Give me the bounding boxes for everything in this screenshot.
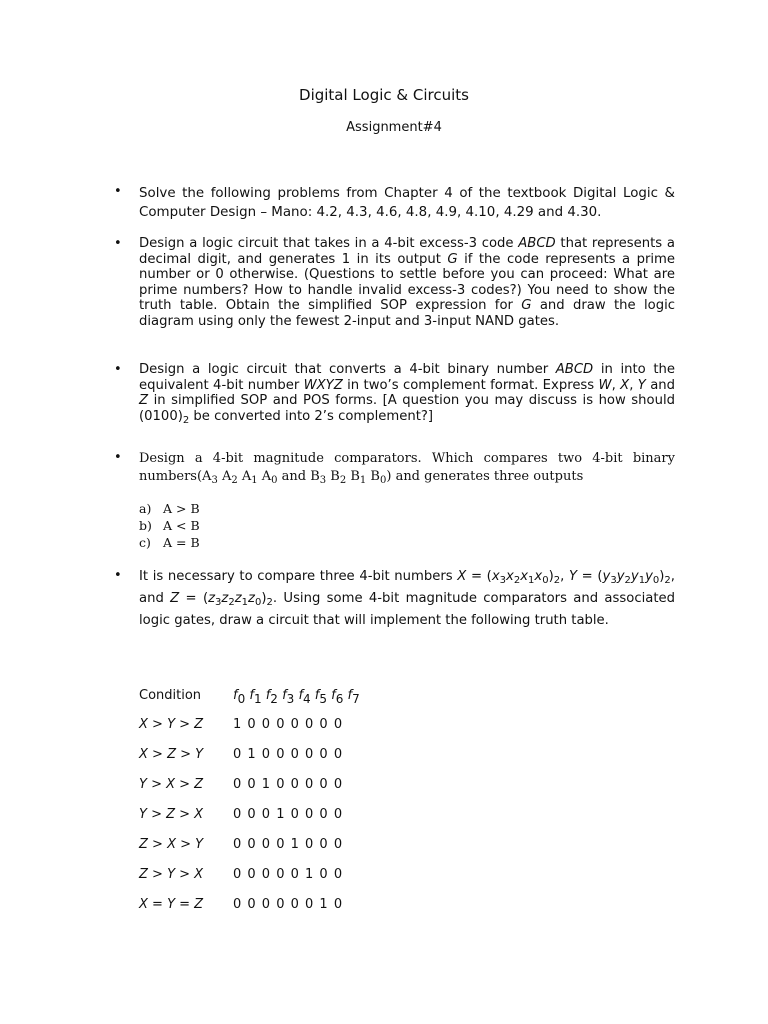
list-item: b) A < B [139, 518, 200, 533]
bullet-4: • [114, 450, 122, 465]
assignment-subtitle: Assignment#4 [346, 120, 442, 135]
bullet-3: • [114, 362, 122, 377]
comparator-outputs-list [139, 500, 200, 551]
item-1-text: Solve the following problems from Chapter 4 of the textbook Digital Logic & Computer Design – Mano: 4.2, 4.3, 4.6, 4.8, 4.9, 4.10, 4.29 and 4.30. [139, 186, 675, 220]
item-4-text: Design a 4-bit magnitude comparators. Which compares two 4-bit binary $numbers(A_3$ $A_2$ $A_1$ $A_0$ and $B_3$ $B_2$ $B_1$ $B_0$) and generates three outputs [139, 451, 675, 486]
condition-header: Condition [139, 688, 202, 703]
bullet-1: • [114, 184, 122, 199]
list-item: a) A > B [139, 501, 200, 516]
document-page: Digital Logic & Circuits Assignment#4 • Solve the following problems from Chapter 4 of the textbook Digital Logic & Computer Design – Mano: 4.2, 4.3, 4.6, 4.8, 4.9, 4.10, 4.29 and 4.30. • Design a logic circuit that takes in a 4-bit excess-3 code ABCD that represents a decimal digit, and generates 1 in its output G if the code represents a prime number or 0 otherwise. (Questions to settle before you can proceed: What are prime numbers? How to handle invalid excess-3 codes?) You need to show the truth table. Obtain the simplified SOP expression for G and draw the logic diagram using only the fewest 2-input and 3-input NAND gates. • Design a logic circuit that converts a 4-bit binary number ABCD in into the equivalent 4-bit number WXYZ in two’s complement format. Express W, X, Y and Z in simplified SOP and POS forms. [A question you may discuss is how should $(0100)_2$ be converted into 2’s complement?] • Design a 4-bit magnitude comparators. Which compares two 4-bit binary $numbers(A_3$ $A_2$ $A_1$ $A_0$ and $B_3$ $B_2$ $B_1$ $B_0$) and generates three outputs a) A > B b) A < B c) A = B • It is necessary to compare three 4-bit numbers $X = (x_3x_2x_1x_0)_2$, $Y = (y_3y_2y_1y_0)_2$, and $Z = (z_3z_2z_1z_0)_2$. Using some 4-bit magnitude comparators and associated logic gates, draw a circuit that will implement the following truth table. Condition f0 f1 f2 f3 f4 f5 f6 f7 X > Y > Z 1 0 0 0 0 0 0 0 X > Z > Y 0 1 0 0 0 0 0 0 Y > X > Z 0 0 1 0 0 0 0 0 Y > Z > X 0 0 0 1 0 0 0 0 Z > X > Y 0 0 0 0 1 0 0 0 Z > Y > X 0 0 0 0 0 1 0 0 X = Y = Z 0 0 0 0 0 0 1 0 [0, 0, 768, 1024]
document-title: Digital Logic & Circuits [299, 86, 469, 104]
bullet-5: • [114, 568, 122, 583]
item-5-text: It is necessary to compare three 4-bit numbers $X = (x_3x_2x_1x_0)_2$, $Y = (y_3y_2y_1y_0)_2$, and $Z = (z_3z_2z_1z_0)_2$. Using some 4-bit magnitude comparators and associated logic gates, draw a circuit that will implement the following truth table. [139, 569, 675, 628]
outputs-header: f0 f1 f2 f3 f4 f5 f6 f7 [233, 688, 360, 706]
item-3-text: Design a logic circuit that converts a 4-bit binary number ABCD in into the equivalent 4-bit number WXYZ in two’s complement format. Express W, X, Y and Z in simplified SOP and POS forms. [A question you may discuss is how should $(0100)_2$ be converted into 2’s complement?] [139, 362, 675, 426]
list-item: c) A = B [139, 535, 200, 550]
bullet-2: • [114, 236, 122, 251]
item-2-text: Design a logic circuit that takes in a 4-bit excess-3 code ABCD that represents a decimal digit, and generates 1 in its output G if the code represents a prime number or 0 otherwise. (Questions to settle before you can proceed: What are prime numbers? How to handle invalid excess-3 codes?) You need to show the truth table. Obtain the simplified SOP expression for G and draw the logic diagram using only the fewest 2-input and 3-input NAND gates. [139, 236, 676, 329]
